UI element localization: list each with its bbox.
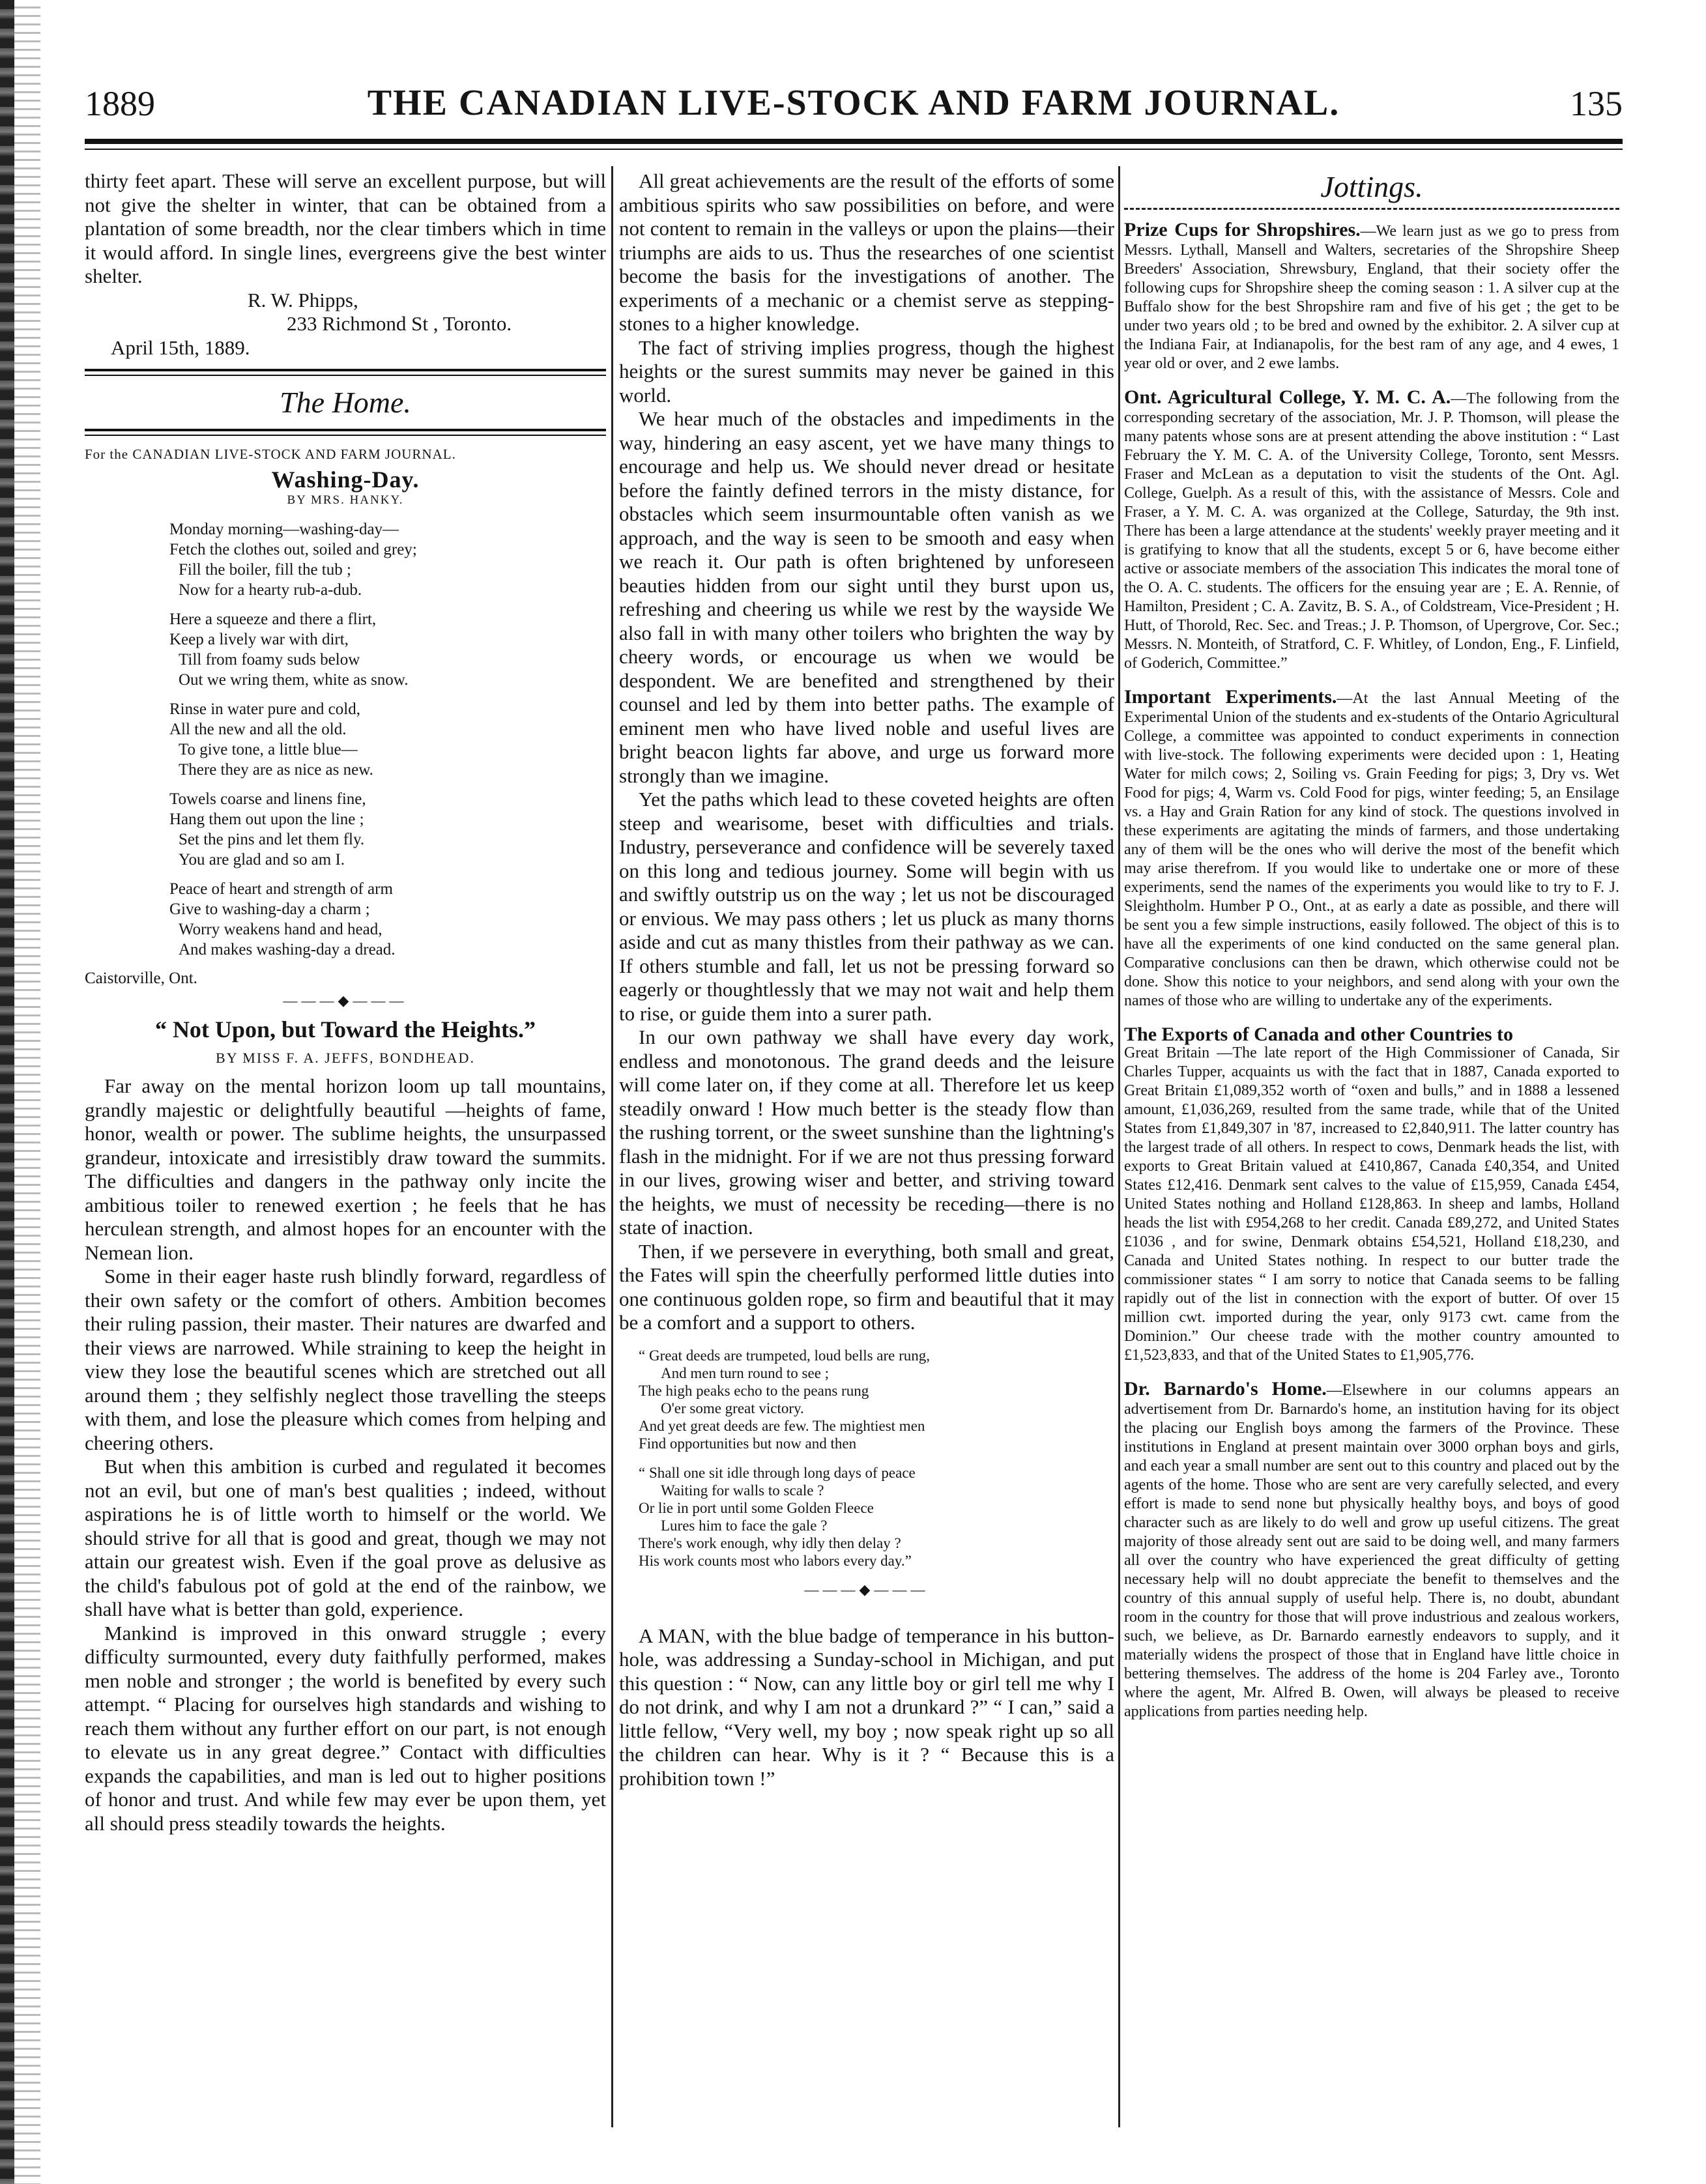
article-paragraph: Yet the paths which lead to these coveted heights are often steep and wearisome, beset with difficulties and trials. Industry, perseverance and confidence will be severely taxed on this long and tedious journey. Some will begin with us and swiftly outstrip us on the way ; let us not be discouraged or envious. We may pass others ; let us pluck as many thorns aside and cut as many thistles from their pathway as we can. If others stumble and fall, let us not be pressing forward so eagerly or thoughtlessly that we may not wait and help them to rise, or guide them into a surer path. [619, 788, 1114, 1025]
poem-byline: BY MRS. HANKY. [287, 493, 404, 507]
poem-line: Here a squeeze and there a flirt, [169, 611, 377, 628]
poem-line: You are glad and so am I. [179, 851, 345, 869]
poem-line: Peace of heart and strength of arm [169, 880, 393, 898]
jotting-body: Great Britain —The late report of the High Commissioner of Canada, Sir Charles Tupper, acquaints us with the fact that in 1887, Canada exported to Great Britain £1,089,352 worth of “oxen and bulls,” and in 1888 a lessened amount, £1,036,269, resulted from the same trade, while that of the United States from £1,849,307 in '87, increased to £2,840,911. The latter country has the largest trade of all others. In respect to cows, Denmark heads the list, with exports to Great Britain valued at £410,867, Canada £40,354, and United States £12,416. Denmark sent calves to the value of £15,959, Canada £454, United States nothing and Holland £128,863. In sheep and lambs, Holland heads the list with £954,268 to her credit. Canada £89,272, and United States £1036 , and for swine, Denmark obtains £54,521, Holland £18,230, and Canada and United States nothing. In respect to our butter trade the commissioner states “ I am sorry to notice that Canada seems to be falling rapidly out of the list in connection with the export of butter. Of over 15 million cwt. imported during the year, only 9173 cwt. came from the Dominion.” Our cheese trade with the mother country amounted to £1,523,833, and that of the United States to £1,905,776. [1124, 1044, 1619, 1364]
jotting-heading: Dr. Barnardo's Home. [1124, 1378, 1327, 1400]
column-middle [619, 169, 1114, 1790]
poem-line: Now for a hearty rub-a-dub. [179, 581, 362, 599]
poem-line: Rinse in water pure and cold, [169, 700, 360, 718]
jotting-item [1124, 1025, 1619, 1365]
jotting-body: —At the last Annual Meeting of the Experimental Union of the students and ex-students of the Ontario Agricultural College, a committee was appointed to conduct experiments in connection with live-stock. The following experiments were decided upon : 1, Heating Water for milch cows; 2, Soiling vs. Grain Feeding for pigs; 3, Dry vs. Wet Food for pigs; 4, Warm vs. Cold Food for pigs, winter feeding; 5, an Ensilage vs. a Hay and Grain Ration for any kind of stock. The questions involved in these experiments are agitating the minds of farmers, and those undertaking any of them will be the ones who will derive the most of the benefit which may arise therefrom. If you would like to undertake one or more of these experiments, send the names of the experiments you would like to try to F. J. Sleightholm. Humber P O., Ont., at as early a date as possible, and there will be sent you a few simple instructions, easily followed. The object of this is to have all the experiments of one kind conducted on the same general plan. Comparative conclusions can then be drawn, which otherwise could not be done. Show this notice to your neighbors, and send along with your own the names of those who are willing to undertake any of the experiments. [1124, 690, 1619, 1009]
poem-stanza [169, 879, 606, 960]
page-header [85, 78, 1623, 130]
for-journal-line: For the CANADIAN LIVE-STOCK AND FARM JOURNAL. [85, 446, 456, 462]
column-divider-right [1118, 166, 1120, 2127]
verse-line: And yet great deeds are few. The mightiest men [639, 1417, 925, 1434]
jotting-item [1124, 388, 1619, 673]
poem-line: Fetch the clothes out, soiled and grey; [169, 541, 417, 558]
poem-stanza [169, 609, 606, 690]
article-paragraph: Then, if we persevere in everything, both small and great, the Fates will spin the cheerfully performed little duties into one continuous golden rope, so firm and beautiful that it may be a comfort and a support to others. [619, 1239, 1114, 1334]
poem-line: Towels coarse and linens fine, [169, 790, 366, 808]
verse-line: There's work enough, why idly then delay ? [639, 1534, 901, 1551]
article-paragraph: Far away on the mental horizon loom up tall mountains, grandly majestic or delightfully beautiful —heights of fame, honor, wealth or power. The sublime heights, the unsurpassed grandeur, intoxicate and irresistibly draw toward the summits. The difficulties and dangers in the pathway only incite the ambitious toiler to renewed exertion ; he feels that he has herculean strength, and almost hopes for an encounter with the Nemean lion. [85, 1074, 606, 1264]
jotting-heading: Prize Cups for Shropshires. [1124, 219, 1361, 240]
poem-line: Keep a lively war with dirt, [169, 631, 349, 648]
poem-line: There they are as nice as new. [179, 761, 373, 779]
verse-line: “ Great deeds are trumpeted, loud bells are rung, [639, 1347, 931, 1364]
intro-paragraph: thirty feet apart. These will serve an excellent purpose, but will not give the shelter in winter, that can be obtained from a plantation of some breadth, nor the clear timbers which in time it would afford. In single lines, evergreens give the best winter shelter. [85, 169, 606, 287]
poem-line: Give to washing-day a charm ; [169, 900, 370, 918]
jotting-body: —We learn just as we go to press from Messrs. Lythall, Mansell and Walters, secretaries of the Shropshire Sheep Breeders' Association, Shrewsbury, England, that their society offer the following cups for Shropshire sheep the coming season : 1. A silver cup at the Buffalo show for the best Shropshire ram and five of his get ; the get to be under two years old ; to be bred and owned by the exhibitor. 2. A silver cup at the Indiana Fair, at Indianapolis, for the best ram of any age, and 4 ewes, 1 year old or over, and 2 ewe lambs. [1124, 223, 1619, 372]
quoted-verse [639, 1347, 1114, 1452]
verse-line: Find opportunities but now and then [639, 1435, 857, 1452]
header-year: 1889 [85, 84, 155, 123]
verse-line: Or lie in port until some Golden Fleece [639, 1499, 874, 1516]
quoted-verse [639, 1464, 1114, 1570]
poem-line: Worry weakens hand and head, [179, 921, 383, 938]
verse-line: O'er some great victory. [661, 1400, 804, 1416]
poem-line: Set the pins and let them fly. [179, 831, 365, 848]
article-paragraph: We hear much of the obstacles and impediments in the way, hindering an easy ascent, yet we have many things to encourage and help us. We should never dread or hesitate before the faintly defined terrors in the misty distance, for obstacles which seem insurmountable often vanish as we approach, and the way is seen to be smooth and easy when we reach it. Our path is often brightened by unforeseen beauties hidden from our sight until they burst upon us, refreshing and cheering us while we rest by the wayside We also fall in with many other toilers who brighten the way by cheery words, or encourage us when we would be despondent. We are benefited and strengthened by their counsel and led by them into better paths. The example of eminent men who have lived noble and useful lives are bright beacon lights far above, and urge us forward more strongly than we imagine. [619, 407, 1114, 787]
poem-stanza [169, 699, 606, 780]
page-number: 135 [1570, 84, 1623, 123]
poem-line: Monday morning—washing-day— [169, 521, 399, 538]
poem-line: To give tone, a little blue— [179, 741, 358, 758]
verse-line: Waiting for walls to scale ? [661, 1482, 824, 1499]
anecdote-paragraph: A MAN, with the blue badge of temperance in his button-hole, was addressing a Sunday-school in Michigan, and put this question : “ Now, can any little boy or girl tell me why I do not drink, and why I am not a drunkard ?” “ I can,” said a little fellow, “Very well, my boy ; now speak right up so all the children can hear. Why is it ? “ Because this is a prohibition town !” [619, 1624, 1114, 1790]
section-rule [85, 429, 606, 436]
signature-address: 233 Richmond St , Toronto. [287, 312, 512, 335]
column-divider-left [611, 166, 613, 2127]
article-byline: BY MISS F. A. JEFFS, BONDHEAD. [216, 1050, 475, 1066]
poem-washing-day [169, 519, 606, 960]
article-paragraph: The fact of striving implies progress, though the highest heights or the surest summits may never be gained in this world. [619, 336, 1114, 407]
article-paragraph: Mankind is improved in this onward struggle ; every difficulty surmounted, every duty faithfully performed, makes men noble and stronger ; the world is benefited by every such attempt. “ Placing for ourselves high standards and wishing to reach them without any further effort on our part, is not enough to elevate us in any great degree.” Contact with difficulties expands the capabilities, and man is led out to higher positions of honor and trust. And while few may ever be upon them, yet all should press steadily towards the heights. [85, 1621, 606, 1835]
poem-line: And makes washing-day a dread. [179, 941, 396, 958]
verse-line: And men turn round to see ; [661, 1364, 830, 1381]
verse-line: The high peaks echo to the peans rung [639, 1382, 869, 1399]
jotting-body: —The following from the corresponding secretary of the association, Mr. J. P. Thomson, will please the many patents whose sons are at present attending the above institution : “ Last February the Y. M. C. A. of the University College, Toronto, sent Messrs. Fraser and McLean as a deputation to visit the students of the Ont. Agl. College, Guelph. As a result of this, with the assistance of Messrs. Cole and Fraser, a Y. M. C. A. was organized at the College, Saturday, the 9th inst. There has been a large attendance at the students' weekly prayer meeting and it is gratifying to know that all the students, except 5 or 6, have become either active or associate members of the association This indicates the moral tone of the O. A. C. students. The officers for the ensuing year are ; E. A. Rennie, of Hamilton, President ; C. A. Zavitz, B. S. A., of Coldstream, Vice-President ; H. Hutt, of Thorold, Rec. Sec. and Treas.; J. P. Thomson, of Upergrove, Cor. Sec.; Messrs. N. Monteith, of Stratford, C. F. Whitley, of London, Eng., F. Linfield, of Goderich, Committee.” [1124, 390, 1619, 672]
jotting-item [1124, 220, 1619, 373]
jotting-heading: Ont. Agricultural College, Y. M. C. A. [1124, 386, 1451, 408]
column-left [85, 169, 606, 1835]
article-paragraph: In our own pathway we shall have every day work, endless and monotonous. The grand deeds and the leisure will come later on, if they come at all. Therefore let us keep steadily onward ! How much better is the steady flow than the rushing torrent, or the sweet sunshine than the lightning's flash in the midnight. For if we are not thus pressing forward in our lives, growing wiser and better, and striving toward the heights, we must of necessity be receding—there is no state of inaction. [619, 1026, 1114, 1239]
poem-line: Hang them out upon the line ; [169, 811, 364, 828]
poem-place: Caistorville, Ont. [85, 970, 197, 987]
header-rule [85, 139, 1623, 144]
poem-line: Fill the boiler, fill the tub ; [179, 561, 351, 579]
verse-line: His work counts most who labors every day.” [639, 1552, 912, 1569]
poem-line: Out we wring them, white as snow. [179, 671, 409, 689]
poem-line: All the new and all the old. [169, 721, 347, 738]
jotting-heading: The Exports of Canada and other Countries to [1124, 1024, 1513, 1045]
dashed-rule [1124, 208, 1619, 210]
signature-date: April 15th, 1889. [111, 336, 250, 359]
verse-line: Lures him to face the gale ? [661, 1517, 828, 1534]
verse-line: “ Shall one sit idle through long days of peace [639, 1464, 916, 1481]
signature-name: R. W. Phipps, [248, 288, 358, 311]
ornament-divider: ———◆——— [804, 1581, 929, 1598]
article-paragraph: But when this ambition is curbed and regulated it becomes not an evil, but one of man's best qualities ; indeed, without aspirations he is of little worth to himself or the world. We should strive for all that is good and great, though we may not attain our greatest wish. Even if the goal prove as delusive as the child's fabulous pot of gold at the end of the rainbow, we shall have what is better than gold, experience. [85, 1455, 606, 1620]
binding-shadow [14, 0, 40, 2184]
article-title: “ Not Upon, but Toward the Heights.” [154, 1016, 536, 1042]
poem-line: Till from foamy suds below [179, 651, 360, 668]
jottings-title: Jottings. [1320, 170, 1423, 203]
poem-stanza [169, 789, 606, 870]
jotting-body: —Elsewhere in our columns appears an advertisement from Dr. Barnardo's home, an institution having for its object the placing our English boys among the farmers of the Province. These institutions in England at present maintain over 3000 orphan boys and girls, and each year a small number are sent out to this country and placed out by the agents of the home. Those who are sent are very carefully selected, and every effort is made to send none but physically healthy boys, and boys of good character such as are likely to do well and grow up useful citizens. The great majority of those already sent out are said to be doing well, and many farmers all over the country who have experienced the great difficulty of getting necessary help will no doubt appreciate the benefit to themselves and the country of this annual supply of useful help. There is, no doubt, abundant room in the country for those that will prove industrious and zealous workers, such, we believe, as Dr. Barnardo earnestly endeavors to supply, and it materially widens the prospect of those that in England have little choice in bettering themselves. The address of the home is 204 Farley ave., Toronto where the agent, Mr. Alfred B. Owen, will always be pleased to receive applications from parties needing help. [1124, 1382, 1619, 1720]
poem-title: Washing-Day. [271, 467, 420, 493]
article-paragraph: All great achievements are the result of the efforts of some ambitious spirits who saw possibilities on before, and were not content to remain in the valleys or upon the plains—their triumphs are aids to us. Thus the researches of one scientist become the basis for the investigations of another. The experiments of a mechanic or a chemist serve as stepping-stones to a higher knowledge. [619, 169, 1114, 335]
column-right [1124, 169, 1619, 1736]
poem-stanza [169, 519, 606, 600]
section-title-home: The Home. [280, 386, 411, 419]
header-rule-thin [85, 149, 1623, 150]
ornament-divider: ———◆——— [283, 992, 408, 1009]
jotting-item [1124, 687, 1619, 1011]
journal-title: THE CANADIAN LIVE-STOCK AND FARM JOURNAL. [367, 83, 1340, 123]
jotting-heading: Important Experiments. [1124, 686, 1337, 708]
jotting-item [1124, 1379, 1619, 1721]
binding-edge [0, 0, 14, 2184]
article-paragraph: Some in their eager haste rush blindly forward, regardless of their own safety or the comfort of others. Ambition becomes their ruling passion, their master. Their natures are dwarfed and their views are narrowed. While straining to keep the height in view they lose the beautiful scenes which are stretched out all around them ; they selfishly neglect those travelling the steeps with them, and lose the pleasure which comes from helping and cheering others. [85, 1265, 606, 1454]
section-rule [85, 369, 606, 376]
